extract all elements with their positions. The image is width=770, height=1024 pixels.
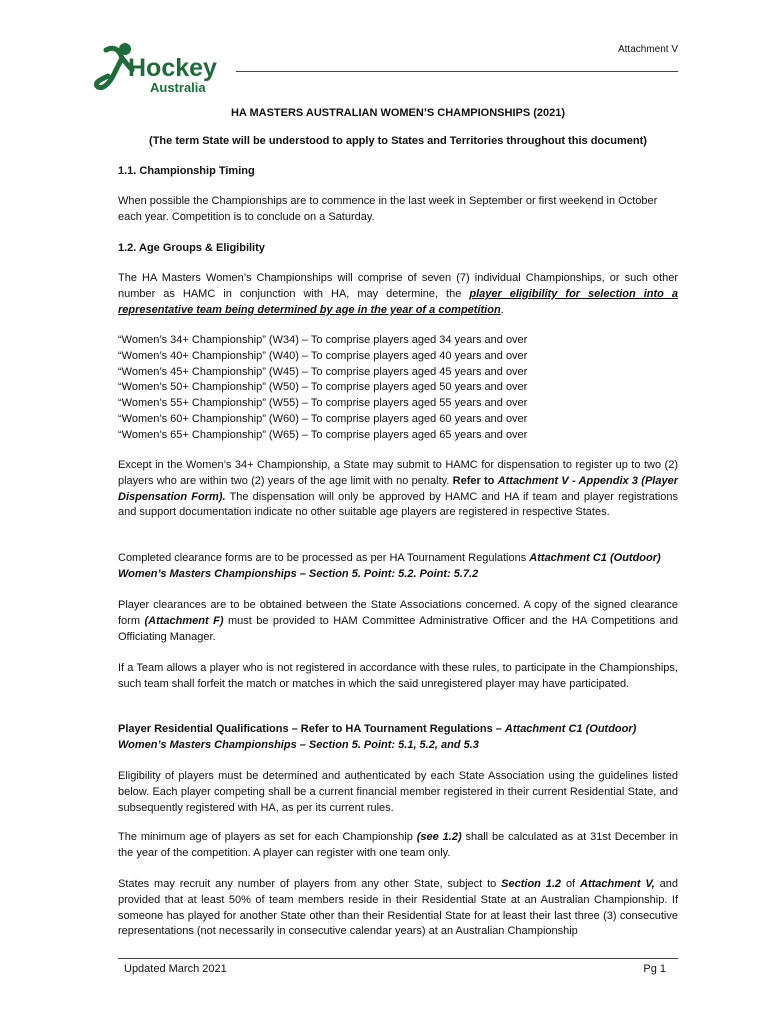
section-1-1-line-2: each year. Competition is to conclude on a Saturday. (118, 210, 375, 223)
min-age-paragraph (118, 830, 678, 862)
residential-attachment-ref: Attachment C1 (Outdoor) (504, 723, 637, 735)
residential-heading (118, 722, 678, 754)
intro-end: . (500, 303, 504, 316)
player-clearances-text: Player clearances are to be obtained between the State Associations concerned. A copy of the signed clearance form (118, 599, 678, 627)
championship-item: “Women’s 60+ Championship” (W60) – To comprise players aged 60 years and over (118, 412, 528, 425)
intro-text: The HA Masters Women’s Championships will comprise of seven (7) individual Championships, or such other number as HAMC in conjunction with HA, may determine, the (118, 272, 678, 300)
min-age-section-ref: (see 1.2) (416, 831, 462, 843)
intro-emphasis: player eligibility for selection into a representative team being determined by age in the year of a competition (118, 287, 678, 316)
clearance-forms-text: Completed clearance forms are to be processed as per HA Tournament Regulations (118, 552, 530, 564)
player-clearances-paragraph (118, 598, 678, 645)
section-1-2-heading: 1.2. Age Groups & Eligibility (118, 242, 265, 254)
player-clearances-text-end: must be provided to HAM Committee Administrative Officer and the HA Competitions and Officiating Manager. (118, 614, 679, 643)
championship-item: “Women’s 40+ Championship” (W40) – To comprise players aged 40 years and over (118, 349, 528, 362)
attachment-f-ref: (Attachment F) (144, 614, 224, 627)
eligibility-paragraph: Eligibility of players must be determined and authenticated by each State Association using the guidelines listed below. Each player competing shall be a current financial member registered in their current Residential State, and subsequently registered with HA, as per its current rules. (118, 770, 678, 814)
dispensation-text: Except in the Women’s 34+ Championship, a State may submit to HAMC for dispensation to register up to two (2) players who are within two (2) years of the age limit with no penalty. (118, 459, 678, 487)
footer-page-number: Pg 1 (643, 963, 666, 975)
recruit-text-end: and provided that at least 50% of team members reside in their Residential State at an Australian Championship. If someone has played for another State other than their Residential State for at least their last three (3) consecutive representations (not necessarily in consecutive calendar years) at an Australian Championship (118, 878, 678, 938)
recruit-text: States may recruit any number of players from any other State, subject to (118, 878, 502, 890)
document-subtitle: (The term State will be understood to apply to States and Territories throughout this document) (149, 135, 647, 147)
footer-updated: Updated March 2021 (124, 963, 227, 975)
clearance-forms-paragraph (118, 551, 678, 583)
unregistered-paragraph: If a Team allows a player who is not registered in accordance with these rules, to participate in the Championships, such team shall forfeit the match or matches in which the said unregistered player may have participated. (118, 662, 678, 690)
residential-heading-text: Player Residential Qualifications – Refer to HA Tournament Regulations – (118, 723, 505, 735)
recruit-text-of: of (561, 878, 580, 890)
document-title: HA MASTERS AUSTRALIAN WOMEN’S CHAMPIONSHIPS (2021) (230, 107, 566, 119)
clearance-forms-reference: Attachment C1 (Outdoor) Women’s Masters Championships – Section 5. Point: 5.2. Point: 5.7.2 (118, 552, 661, 580)
championship-item: “Women’s 55+ Championship” (W55) – To comprise players aged 55 years and over (118, 397, 528, 410)
residential-section-ref: Women’s Masters Championships – Section 5. Point: 5.1, 5.2, and 5.3 (118, 738, 479, 751)
championship-item: “Women’s 45+ Championship” (W45) – To comprise players aged 45 years and over (118, 365, 528, 378)
hockey-stick-icon (96, 48, 122, 87)
recruit-section-ref: Section 1.2 (501, 878, 562, 890)
dispensation-refer: Refer to (452, 474, 498, 487)
footer-rule (118, 958, 678, 959)
logo-word-australia: Australia (150, 80, 206, 95)
hockey-australia-logo (92, 40, 232, 96)
section-1-1-line-1: When possible the Championships are to commence in the last week in September or first weekend in October (118, 195, 658, 207)
logo-word-hockey: Hockey (128, 54, 217, 82)
championship-item: “Women’s 65+ Championship” (W65) – To comprise players aged 65 years and over (118, 428, 528, 441)
min-age-text-end: shall be calculated as at 31st December in the year of the competition. A player can register with one team only. (118, 831, 678, 859)
championship-item: “Women’s 34+ Championship” (W34) – To comprise players aged 34 years and over (118, 334, 528, 346)
min-age-text: The minimum age of players as set for each Championship (118, 831, 417, 843)
section-1-2-intro (118, 271, 678, 318)
dispensation-text-end: The dispensation will only be approved by HAMC and HA if team and player registrations and support documentation indicate no other suitable age players are registered in respective States. (118, 490, 678, 519)
section-1-1-body (118, 194, 678, 226)
header-rule (236, 71, 678, 72)
dispensation-attachment-ref: Attachment V - Appendix 3 (Player Dispensation Form). (118, 474, 678, 503)
dispensation-paragraph (118, 458, 678, 521)
recruit-attachment-ref: Attachment V, (580, 878, 655, 890)
championship-item: “Women’s 50+ Championship” (W50) – To comprise players aged 50 years and over (118, 381, 528, 394)
championship-list (118, 333, 678, 444)
attachment-label: Attachment V (617, 44, 678, 55)
section-1-1-heading: 1.1. Championship Timing (118, 165, 255, 177)
recruit-paragraph (118, 877, 678, 940)
